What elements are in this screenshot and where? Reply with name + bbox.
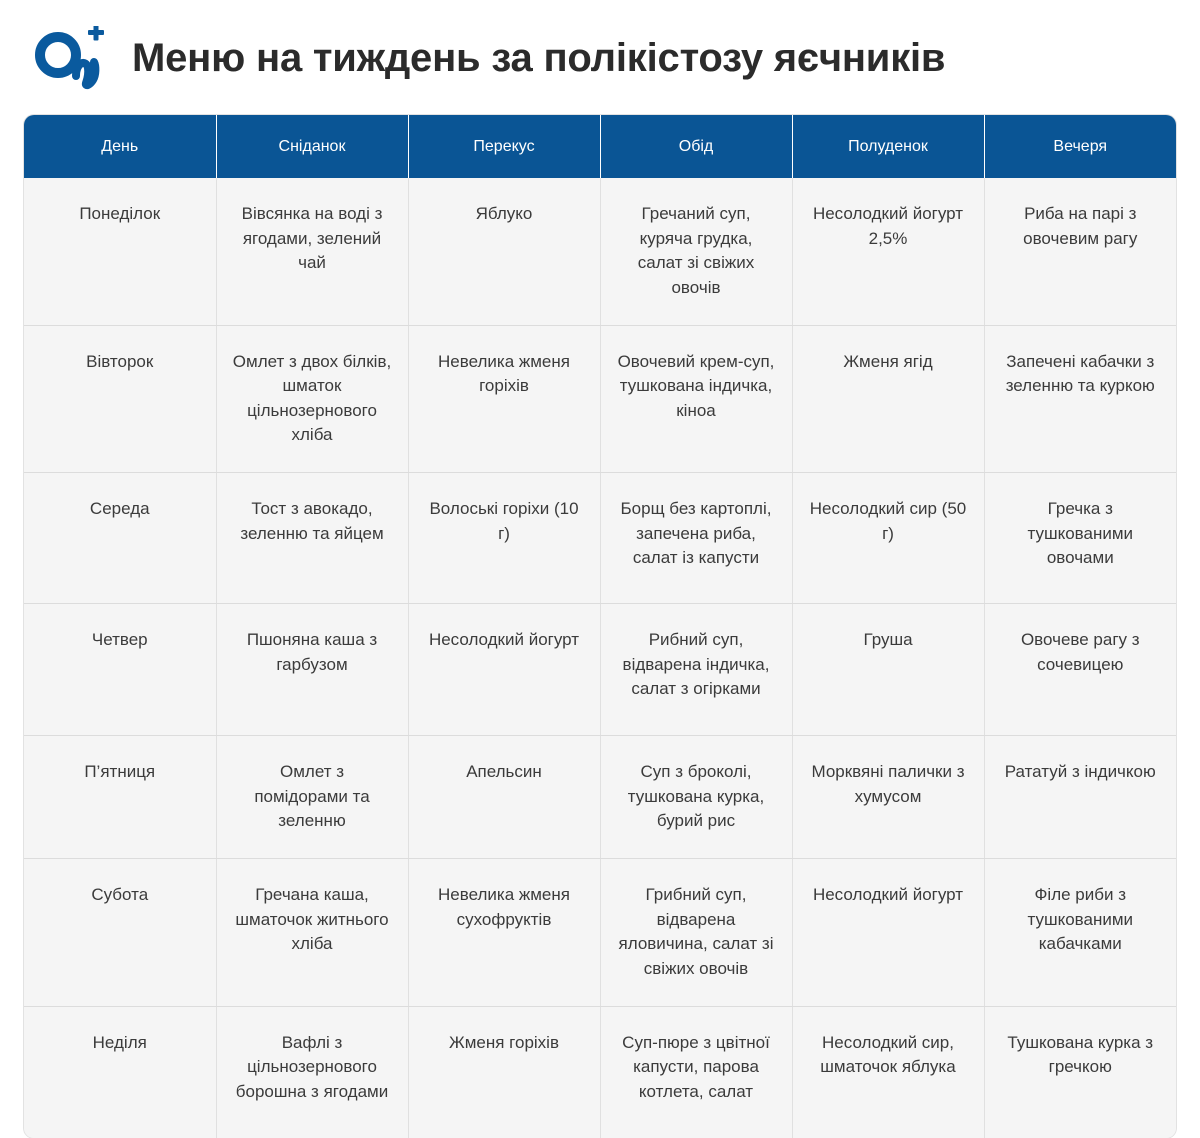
cell-lunch: Суп-пюре з цвітної капусти, парова котлета, салат (600, 1006, 792, 1138)
cell-snack: Волоські горіхи (10 г) (408, 473, 600, 604)
cell-snack: Несолодкий йогурт (408, 604, 600, 736)
table-body (24, 178, 1176, 1138)
cell-breakfast: Вафлі з цільнозернового борошна з ягодами (216, 1006, 408, 1138)
cell-afternoon: Груша (792, 604, 984, 736)
cell-afternoon: Несолодкий йогурт (792, 859, 984, 1007)
cell-day: Субота (24, 859, 216, 1007)
cell-day: П’ятниця (24, 736, 216, 859)
cell-afternoon: Жменя ягід (792, 325, 984, 473)
cell-afternoon: Несолодкий йогурт 2,5% (792, 178, 984, 325)
table-row (24, 604, 1176, 736)
cell-lunch: Суп з броколі, тушкована курка, бурий рис (600, 736, 792, 859)
cell-snack: Невелика жменя сухофруктів (408, 859, 600, 1007)
table-row (24, 473, 1176, 604)
cell-dinner: Запечені кабачки з зеленню та куркою (984, 325, 1176, 473)
cell-lunch: Овочевий крем-суп, тушкована індичка, кіноа (600, 325, 792, 473)
cell-breakfast: Тост з авокадо, зеленню та яйцем (216, 473, 408, 604)
cell-dinner: Рататуй з індичкою (984, 736, 1176, 859)
cell-snack: Яблуко (408, 178, 600, 325)
weekly-menu-table (24, 115, 1176, 1138)
cell-lunch: Гречаний суп, куряча грудка, салат зі свіжих овочів (600, 178, 792, 325)
cell-dinner: Риба на парі з овочевим рагу (984, 178, 1176, 325)
cell-day: Вівторок (24, 325, 216, 473)
cell-breakfast: Омлет з помідорами та зеленню (216, 736, 408, 859)
table-row (24, 178, 1176, 325)
table-row (24, 1006, 1176, 1138)
cell-breakfast: Омлет з двох білків, шматок цільнозернового хліба (216, 325, 408, 473)
column-header-day: День (24, 115, 216, 178)
column-header-afternoon: Полуденок (792, 115, 984, 178)
cell-snack: Жменя горіхів (408, 1006, 600, 1138)
table-row (24, 736, 1176, 859)
cell-day: Неділя (24, 1006, 216, 1138)
cell-dinner: Овочеве рагу з сочевицею (984, 604, 1176, 736)
page-title: Меню на тиждень за полікістозу яєчників (132, 35, 946, 80)
cell-breakfast: Вівсянка на воді з ягодами, зелений чай (216, 178, 408, 325)
cell-snack: Апельсин (408, 736, 600, 859)
page-header (0, 0, 1200, 115)
column-header-snack: Перекус (408, 115, 600, 178)
table-header-row (24, 115, 1176, 178)
cell-dinner: Гречка з тушкованими овочами (984, 473, 1176, 604)
cell-day: Середа (24, 473, 216, 604)
column-header-lunch: Обід (600, 115, 792, 178)
table-row (24, 859, 1176, 1007)
cell-afternoon: Морквяні палички з хумусом (792, 736, 984, 859)
cell-day: Понеділок (24, 178, 216, 325)
cell-afternoon: Несолодкий сир (50 г) (792, 473, 984, 604)
cell-day: Четвер (24, 604, 216, 736)
cell-afternoon: Несолодкий сир, шматочок яблука (792, 1006, 984, 1138)
column-header-dinner: Вечеря (984, 115, 1176, 178)
weekly-menu-table-container (24, 115, 1176, 1138)
cell-lunch: Рибний суп, відварена індичка, салат з огірками (600, 604, 792, 736)
cell-dinner: Тушкована курка з гречкою (984, 1006, 1176, 1138)
table-header (24, 115, 1176, 178)
cell-breakfast: Пшоняна каша з гарбузом (216, 604, 408, 736)
cell-lunch: Грибний суп, відварена яловичина, салат зі свіжих овочів (600, 859, 792, 1007)
column-header-breakfast: Сніданок (216, 115, 408, 178)
cell-dinner: Філе риби з тушкованими кабачками (984, 859, 1176, 1007)
cell-snack: Невелика жменя горіхів (408, 325, 600, 473)
table-row (24, 325, 1176, 473)
cell-lunch: Борщ без картоплі, запечена риба, салат із капусти (600, 473, 792, 604)
on-plus-logo-icon (32, 26, 114, 92)
cell-breakfast: Гречана каша, шматочок житнього хліба (216, 859, 408, 1007)
